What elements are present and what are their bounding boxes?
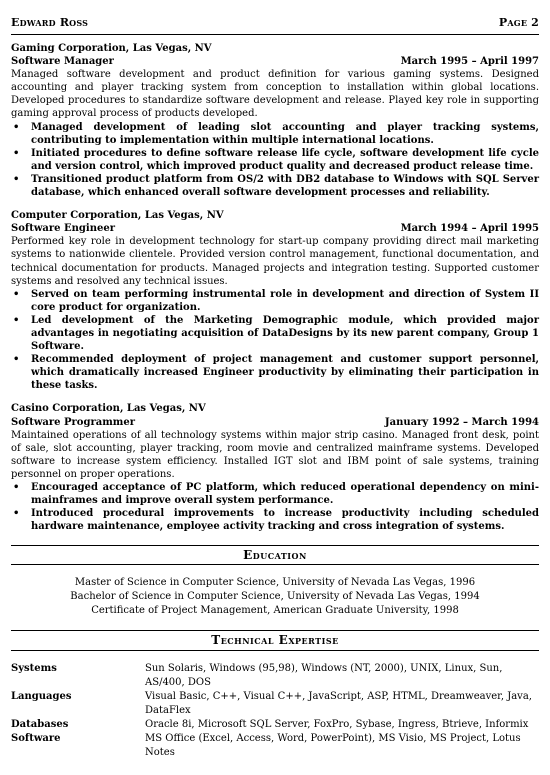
bullet-icon: • <box>13 147 20 159</box>
achievement-text: Managed development of leading slot accounting and player tracking systems, contributing to implementation within multiple international locations. <box>31 121 539 146</box>
bullet-icon: • <box>13 288 20 300</box>
achievement-text: Encouraged acceptance of PC platform, which reduced operational dependency on mini-mainframes and improve overall system performance. <box>31 482 539 507</box>
education-item: Master of Science in Computer Science, University of Nevada Las Vegas, 1996 <box>74 577 476 589</box>
resume-content <box>11 42 539 760</box>
candidate-name: Edward Ross <box>11 16 89 29</box>
job-entry-casino <box>11 402 539 533</box>
page-number: Page 2 <box>498 16 539 29</box>
skill-label: Databases <box>11 718 69 730</box>
job-title: Software Programmer <box>11 416 136 428</box>
job-dates: March 1995 – April 1997 <box>400 56 539 68</box>
skill-row-software <box>11 732 539 760</box>
job-entry-gaming <box>11 42 539 199</box>
achievement-item <box>11 288 539 314</box>
job-title: Software Manager <box>11 56 114 68</box>
company-name: Gaming Corporation, Las Vegas, NV <box>11 43 212 54</box>
bullet-icon: • <box>13 508 20 520</box>
achievement-text: Introduced procedural improvements to increase productivity including scheduled hardware maintenance, employee activity tracking and cross integration of systems. <box>31 508 539 533</box>
achievement-list <box>11 288 539 393</box>
job-description: Maintained operations of all technology systems within major strip casino. Managed front desk, point of sale, slot accounting, player tracking, room movie and centralized mainframe systems. Developed software to increase system efficiency. Installed IGT slot and IBM point of sale systems, training personnel on proper operations. <box>11 429 539 480</box>
technical-expertise-heading: Technical Expertise <box>11 630 539 650</box>
achievement-list <box>11 121 539 200</box>
job-title-line <box>11 55 539 68</box>
achievement-item <box>11 121 539 147</box>
achievement-text: Led development of the Marketing Demographic module, which provided major advantages in negotiating acquisition of DataDesigns by its new parent company, Group 1 Software. <box>31 314 539 353</box>
achievement-text: Initiated procedures to define software release life cycle, software development life cycle and version control, which improved product quality and decreased product release time. <box>31 147 539 172</box>
skill-value: Visual Basic, C++, Visual C++, JavaScript, ASP, HTML, Dreamweaver, Java, DataFlex <box>145 690 532 716</box>
company-name: Computer Corporation, Las Vegas, NV <box>11 210 224 222</box>
job-dates: March 1994 – April 1995 <box>400 223 539 235</box>
skill-value: Oracle 8i, Microsoft SQL Server, FoxPro, Sybase, Ingress, Btrieve, Informix <box>145 718 529 730</box>
achievement-text: Served on team performing instrumental role in development and direction of System II core product for organization. <box>31 288 539 313</box>
achievement-item <box>11 173 539 199</box>
skill-value: Sun Solaris, Windows (95,98), Windows (NT, 2000), UNIX, Linux, Sun, AS/400, DOS <box>145 662 503 688</box>
education-list <box>11 576 539 618</box>
education-item: Bachelor of Science in Computer Science, University of Nevada Las Vegas, 1994 <box>70 591 480 603</box>
job-entry-computer <box>11 209 539 392</box>
skill-label: Languages <box>11 690 72 702</box>
achievement-item <box>11 147 539 173</box>
education-heading: Education <box>11 545 539 565</box>
achievement-item <box>11 507 539 533</box>
bullet-icon: • <box>13 121 20 133</box>
skill-row-languages <box>11 690 539 718</box>
bullet-icon: • <box>13 354 20 366</box>
job-title-line <box>11 222 539 235</box>
job-title: Software Engineer <box>11 223 115 235</box>
skill-row-databases <box>11 718 539 732</box>
achievement-item <box>11 481 539 507</box>
skill-row-systems <box>11 662 539 690</box>
bullet-icon: • <box>13 173 20 185</box>
company-name: Casino Corporation, Las Vegas, NV <box>11 403 206 415</box>
bullet-icon: • <box>13 314 20 326</box>
achievement-list <box>11 481 539 533</box>
bullet-icon: • <box>13 482 20 493</box>
job-description: Performed key role in development technology for start-up company providing direct mail marketing systems to nationwide clientele. Provided version control management, functional documentation, and technical documentation for products. Managed projects and integration testing. Supported customer systems and resolved any technical issues. <box>11 236 539 287</box>
education-item: Certificate of Project Management, American Graduate University, 1998 <box>91 605 459 617</box>
skill-label: Systems <box>11 662 57 674</box>
job-description: Managed software development and product definition for various gaming systems. Designed accounting and player tracking system from conception to installation within global locations. Developed procedures to standardize software development and release. Played key role in supporting gaming approval process of products developed. <box>11 69 539 120</box>
skill-value: MS Office (Excel, Access, Word, PowerPoint), MS Visio, MS Project, Lotus Notes <box>145 732 521 758</box>
achievement-item <box>11 353 539 392</box>
page-header <box>11 16 539 35</box>
job-title-line <box>11 416 539 429</box>
skill-label: Software <box>11 732 61 744</box>
achievement-item <box>11 314 539 353</box>
achievement-text: Recommended deployment of project management and customer support personnel, which dramatically increased Engineer productivity by eliminating their participation in these tasks. <box>31 354 539 392</box>
job-dates: January 1992 – March 1994 <box>384 416 539 428</box>
skills-table <box>11 662 539 760</box>
achievement-text: Transitioned product platform from OS/2 with DB2 database to Windows with SQL Server database, which enhanced overall software development processes and reliability. <box>31 173 539 199</box>
